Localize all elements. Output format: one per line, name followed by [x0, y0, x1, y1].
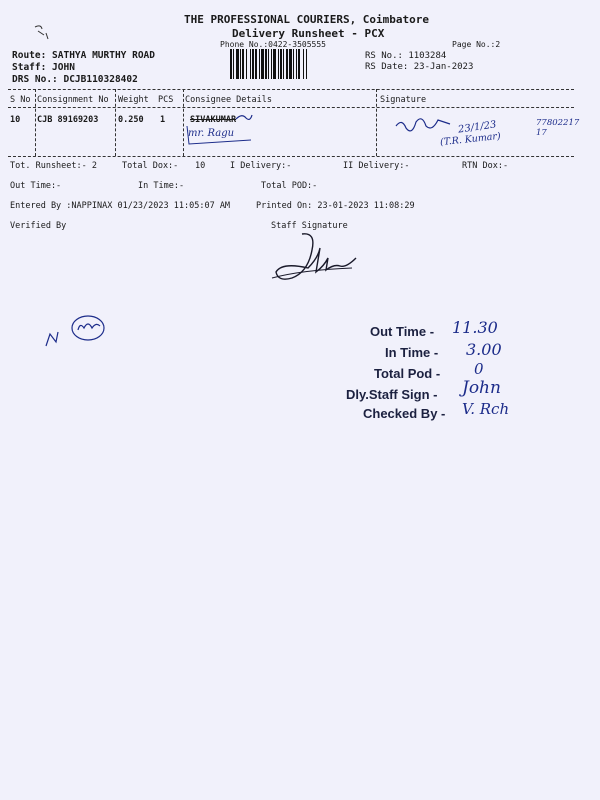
staff-signature-scribble: [262, 228, 362, 288]
total-dox-value: 10: [195, 161, 206, 171]
verified-by: Verified By: [10, 221, 67, 231]
corner-mark-icon: [32, 23, 54, 43]
total-pod-value: 0: [474, 360, 484, 378]
row-consignee: SIVAKUMAR: [190, 115, 237, 125]
tot-runsheet: Tot. Runsheet:- 2: [10, 161, 97, 171]
row-pcs: 1: [160, 115, 166, 125]
stamp-in-time: In Time -: [385, 345, 439, 360]
col-header-pcs: PCS: [158, 95, 174, 105]
consignee-scribble: [234, 111, 254, 125]
staff-signature-label: Staff Signature: [271, 221, 348, 231]
barcode: [230, 49, 356, 79]
page-number: Page No.:2: [452, 40, 501, 49]
entered-by: Entered By :NAPPINAX 01/23/2023 11:05:07 AM: [10, 201, 231, 211]
col-header-consignment: Consignment No: [37, 95, 109, 105]
row-sno: 10: [10, 115, 21, 125]
drs-number: DRS No.: DCJB110328402: [12, 74, 138, 85]
rtn-dox: RTN Dox:-: [462, 161, 509, 171]
col-header-sno: S No: [10, 95, 31, 105]
recipient-signature-scribble: [394, 112, 454, 138]
rs-date: RS Date: 23-Jan-2023: [365, 62, 474, 72]
stamp-checked-by: Checked By -: [363, 406, 446, 421]
staff-label: Staff: JOHN: [12, 62, 75, 73]
stamp-dly-staff-sign: Dly.Staff Sign -: [346, 387, 438, 402]
pod-circle-mark: [44, 308, 114, 354]
row-consignment: CJB 89169203: [37, 115, 99, 125]
route-label: Route: SATHYA MURTHY ROAD: [12, 50, 155, 61]
col-header-signature: Signature: [380, 95, 427, 105]
total-dox-label: Total Dox:-: [122, 161, 179, 171]
company-name: THE PROFESSIONAL COURIERS, Coimbatore: [184, 13, 430, 26]
runsheet-title: Delivery Runsheet - PCX: [232, 27, 385, 40]
i-delivery: I Delivery:-: [230, 161, 292, 171]
table-bottom-rule: [8, 156, 574, 157]
checked-by-value: V. Rch: [462, 400, 510, 418]
out-time-label: Out Time:-: [10, 181, 62, 191]
dly-staff-value: John: [462, 378, 501, 398]
consignee-note: mr. Ragu: [188, 128, 235, 139]
phone-number: Phone No.:0422-3505555: [220, 40, 326, 49]
stamp-total-pod: Total Pod -: [374, 366, 441, 381]
signature-name: (T.R. Kumar): [439, 130, 502, 149]
in-time-value: 3.00: [466, 340, 502, 359]
table-top-rule: [8, 89, 574, 90]
col-header-consignee: Consignee Details: [185, 95, 272, 105]
ii-delivery: II Delivery:-: [343, 161, 410, 171]
printed-on: Printed On: 23-01-2023 11:08:29: [256, 201, 415, 211]
out-time-value: 11.30: [452, 318, 498, 337]
stamp-out-time: Out Time -: [370, 324, 435, 339]
rs-number: RS No.: 1103284: [365, 51, 447, 61]
signature-phone: 77802217 17: [536, 118, 580, 138]
in-time-label: In Time:-: [138, 181, 185, 191]
row-weight: 0.250: [118, 115, 144, 125]
total-pod-label: Total POD:-: [261, 181, 318, 191]
table-header-rule: [8, 107, 574, 108]
signature-date: 23/1/23: [457, 119, 498, 136]
col-header-weight: Weight: [118, 95, 149, 105]
